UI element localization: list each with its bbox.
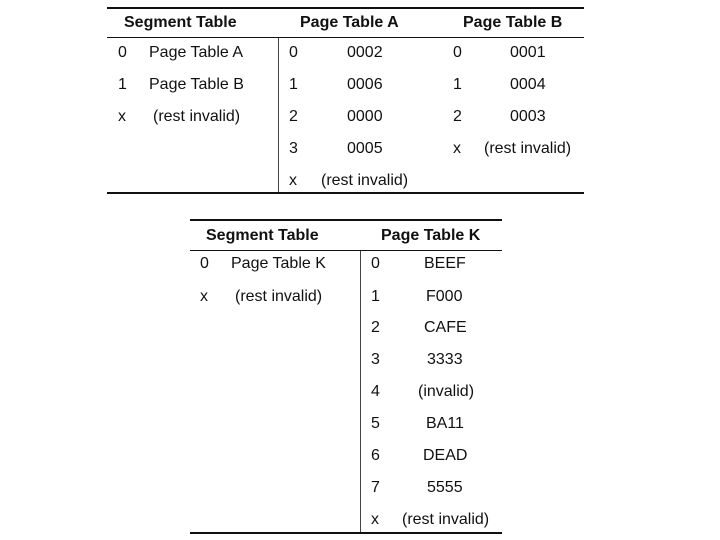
page-table-k-row-0-value: BEEF <box>424 255 466 272</box>
page-table-k-row-6-index: 6 <box>371 447 380 464</box>
page-table-k-row-6-value: DEAD <box>423 447 468 464</box>
page-table-b-row-0-index: 0 <box>453 44 462 61</box>
page-table-a-row-4-index: x <box>289 172 297 189</box>
page-table-k-row-0-index: 0 <box>371 255 380 272</box>
page-table-b-row-2-index: 2 <box>453 108 462 125</box>
top-table-bottom-rule <box>107 192 584 194</box>
page-table-a-row-1-index: 1 <box>289 76 298 93</box>
page-table-a-row-2-value: 0000 <box>347 108 383 125</box>
page-table-a-row-0-index: 0 <box>289 44 298 61</box>
page-table-b-row-3-value: (rest invalid) <box>484 140 572 157</box>
bottom-segment-table-title: Segment Table <box>206 227 319 244</box>
top-segment-row-0-value: Page Table A <box>149 44 244 61</box>
top-segment-row-2-value: (rest invalid) <box>153 108 241 125</box>
page-table-k-row-2-value: CAFE <box>424 319 467 336</box>
bottom-table-divider <box>360 251 361 532</box>
bottom-table-header-rule <box>190 250 502 251</box>
top-segment-table-title: Segment Table <box>124 14 237 31</box>
page-table-b-row-1-index: 1 <box>453 76 462 93</box>
bottom-segment-row-1-index: x <box>200 288 208 305</box>
page-table-b-row-2-value: 0003 <box>510 108 546 125</box>
page-table-k-row-2-index: 2 <box>371 319 380 336</box>
top-table-top-rule <box>107 7 584 9</box>
page-table-k-row-5-index: 5 <box>371 415 380 432</box>
bottom-segment-row-0-value: Page Table K <box>231 255 326 272</box>
page-table-k-row-4-index: 4 <box>371 383 380 400</box>
page-table-k-row-7-index: 7 <box>371 479 380 496</box>
bottom-table-bottom-rule <box>190 532 502 534</box>
bottom-table-top-rule <box>190 219 502 221</box>
page-table-a-row-1-value: 0006 <box>347 76 383 93</box>
top-table-divider <box>278 38 279 192</box>
page-table-b-title: Page Table B <box>463 14 563 31</box>
top-segment-row-0-index: 0 <box>118 44 127 61</box>
top-segment-row-1-index: 1 <box>118 76 127 93</box>
page-table-k-row-7-value: 5555 <box>427 479 463 496</box>
top-segment-row-1-value: Page Table B <box>149 76 244 93</box>
page-table-k-row-3-value: 3333 <box>427 351 463 368</box>
page-table-a-row-0-value: 0002 <box>347 44 383 61</box>
page-table-k-row-3-index: 3 <box>371 351 380 368</box>
page-table-k-title: Page Table K <box>381 227 481 244</box>
bottom-segment-row-0-index: 0 <box>200 255 209 272</box>
page-table-a-row-3-index: 3 <box>289 140 298 157</box>
page-table-k-row-1-value: F000 <box>426 288 463 305</box>
page-table-a-row-4-value: (rest invalid) <box>321 172 409 189</box>
top-segment-row-2-index: x <box>118 108 126 125</box>
page-table-b-row-3-index: x <box>453 140 461 157</box>
page-table-k-row-8-index: x <box>371 511 379 528</box>
page-table-k-row-4-value: (invalid) <box>418 383 475 400</box>
page-table-k-row-8-value: (rest invalid) <box>402 511 490 528</box>
page-table-a-row-2-index: 2 <box>289 108 298 125</box>
page-table-b-row-1-value: 0004 <box>510 76 546 93</box>
bottom-segment-row-1-value: (rest invalid) <box>235 288 323 305</box>
top-table-header-rule <box>107 37 584 38</box>
page-table-a-title: Page Table A <box>300 14 399 31</box>
page-table-k-row-1-index: 1 <box>371 288 380 305</box>
page-table-a-row-3-value: 0005 <box>347 140 383 157</box>
page-table-b-row-0-value: 0001 <box>510 44 546 61</box>
page-table-k-row-5-value: BA11 <box>426 415 464 432</box>
